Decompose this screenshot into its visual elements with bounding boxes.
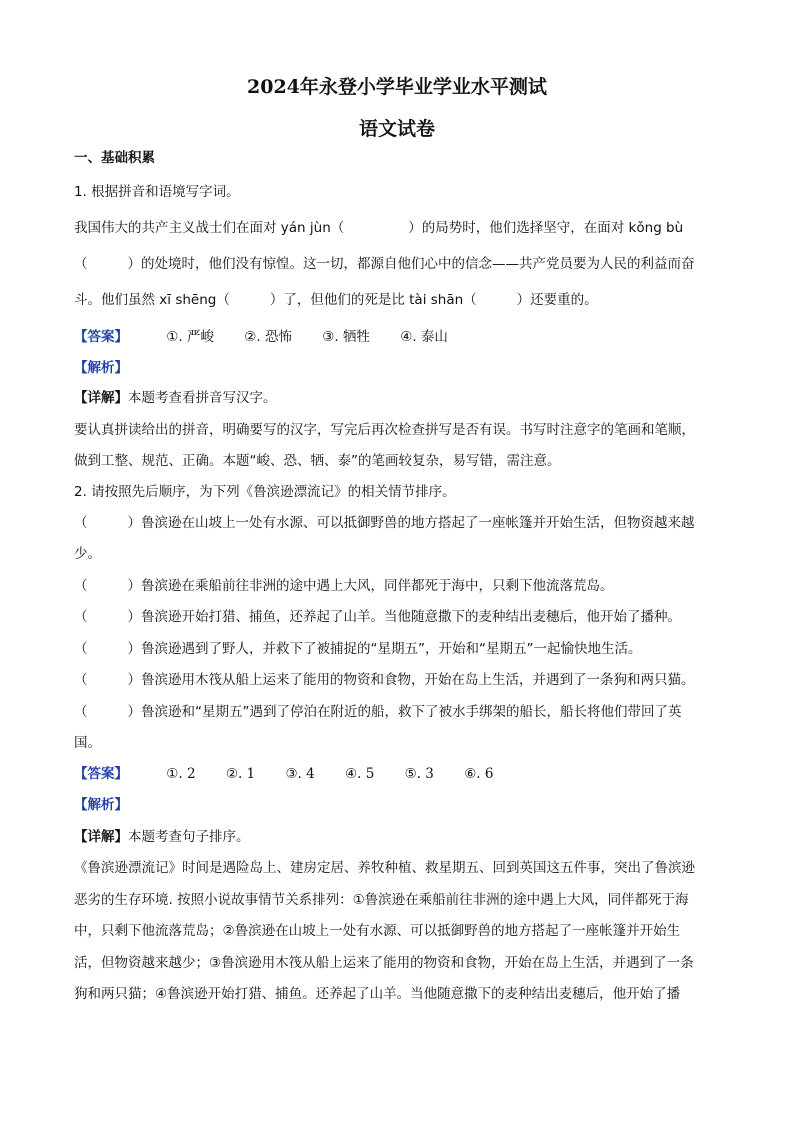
detail-label: 【详解】 (74, 829, 128, 845)
q2-answer-row (74, 768, 493, 782)
q2-explanation-line-5: 狗和两只猫；④鲁滨逊开始打猎、捕鱼。还养起了山羊。当他随意撒下的麦种结出麦穗后，他开始了播 (74, 986, 681, 1002)
answer-label: 【答案】 (74, 329, 128, 345)
question-1-prompt: 1. 根据拼音和语境写字词。 (74, 184, 240, 200)
q2-explanation-line-1: 《鲁滨逊漂流记》时间是遇险岛上、建房定居、养牧种植、救星期五、回到英国这五件事，突出了鲁滨逊 (74, 860, 695, 876)
detail-text: 本题考查句子排序。 (128, 829, 250, 845)
answer-item: ②. 恐怖 (244, 329, 292, 345)
answer-item: ②. 1 (225, 766, 256, 782)
q2-explanation-line-3: 中，只剩下他流落荒岛；②鲁滨逊在山坡上一处有水源、可以抵御野兽的地方搭起了一座帐篷并开始生 (74, 923, 681, 939)
answer-item: ③. 牺牲 (322, 329, 370, 345)
answer-item: ④. 泰山 (400, 329, 448, 345)
exam-title: 2024年永登小学毕业学业水平测试 (247, 76, 547, 98)
answer-item: ①. 2 (166, 766, 196, 782)
q2-item-1: （ ）鲁滨逊在山坡上一处有水源、可以抵御野兽的地方搭起了一座帐篷并开始生活，但物资越来越 (74, 515, 695, 531)
q2-item-6: （ ）鲁滨逊和“星期五”遇到了停泊在附近的船，救下了被水手绑架的船长，船长将他们带回了英 (74, 704, 682, 720)
section-heading: 一、基础积累 (74, 150, 155, 166)
q2-item-3: （ ）鲁滨逊开始打猎、捕鱼，还养起了山羊。当他随意撒下的麦种结出麦穗后，他开始了播种。 (74, 609, 681, 625)
q2-explanation-line-2: 恶劣的生存环境. 按照小说故事情节关系排列：①鲁滨逊在乘船前往非洲的途中遇上大风，同伴都死于海 (74, 892, 689, 908)
answer-item: ⑥. 6 (464, 766, 494, 782)
q2-detail (74, 831, 250, 845)
answer-label: 【答案】 (74, 766, 128, 782)
analysis-label: 【解析】 (74, 797, 128, 813)
analysis-label: 【解析】 (74, 360, 128, 376)
question-2-prompt: 2. 请按照先后顺序，为下列《鲁滨逊漂流记》的相关情节排序。 (74, 484, 456, 500)
q2-item-1-cont: 少。 (74, 546, 101, 562)
q2-item-4: （ ）鲁滨逊遇到了野人，并救下了被捕捉的“星期五”，开始和“星期五”一起愉快地生活。 (74, 641, 642, 657)
q1-explanation-line-1: 要认真拼读给出的拼音，明确要写的汉字，写完后再次检查拼写是否有误。书写时注意字的笔画和笔顺， (74, 422, 695, 438)
q2-item-6-cont: 国。 (74, 735, 101, 751)
answer-item: ④. 5 (345, 766, 375, 782)
q2-item-2: （ ）鲁滨逊在乘船前往非洲的途中遇上大风，同伴都死于海中，只剩下他流落荒岛。 (74, 578, 614, 594)
answer-item: ③. 4 (285, 766, 315, 782)
exam-subtitle: 语文试卷 (358, 118, 435, 140)
detail-text: 本题考查看拼音写汉字。 (128, 390, 277, 406)
q1-answer-row (74, 331, 448, 345)
q1-text-line-2: （ ）的处境时，他们没有惊惶。这一切，都源自他们心中的信念——共产党员要为人民的利益而奋 (74, 256, 695, 272)
detail-label: 【详解】 (74, 390, 128, 406)
q1-text-line-1: 我国伟大的共产主义战士们在面对 yán jùn（ ）的局势时，他们选择坚守，在面对 kǒng bù (74, 220, 684, 236)
q1-text-line-3: 斗。他们虽然 xī shēng（ ）了，但他们的死是比 tài shān（ ）还要重的。 (74, 292, 598, 308)
q1-explanation-line-2: 做到工整、规范、正确。本题“峻、恐、牺、泰”的笔画较复杂，易写错，需注意。 (74, 453, 561, 469)
q2-explanation-line-4: 活，但物资越来越少；③鲁滨逊用木筏从船上运来了能用的物资和食物，开始在岛上生活，并遇到了一条 (74, 955, 694, 971)
q1-detail (74, 392, 277, 406)
q2-item-5: （ ）鲁滨逊用木筏从船上运来了能用的物资和食物，开始在岛上生活，并遇到了一条狗和两只猫。 (74, 672, 695, 688)
answer-item: ①. 严峻 (166, 329, 214, 345)
answer-item: ⑤. 3 (404, 766, 434, 782)
